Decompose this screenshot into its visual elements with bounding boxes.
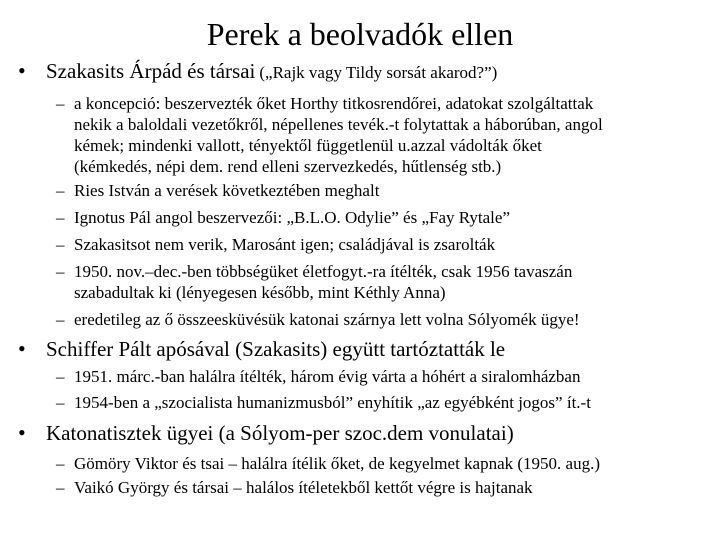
dash-marker: –	[56, 454, 65, 473]
dash-marker: –	[56, 262, 65, 281]
sub-bullet-text	[74, 309, 706, 330]
sub-bullet-line: eredetileg az ő összeesküvésük katonai szárnya lett volna Sólyomék ügye!	[74, 310, 580, 329]
bullet-heading-main: Schiffer Pált apósával (Szakasits) együtt tartóztatták le	[46, 337, 506, 361]
bullet-marker: •	[18, 58, 26, 83]
sub-bullet-line: Ries István a verések következtében meghalt	[74, 181, 380, 200]
bullet-heading-main: Katonatisztek ügyei (a Sólyom-per szoc.dem vonulatai)	[46, 421, 514, 445]
bullet-heading-note: („Rajk vagy Tildy sorsát akarod?”)	[259, 63, 498, 82]
dash-marker: –	[56, 94, 65, 113]
sub-bullet-line: nekik a baloldali vezetőkről, népellenes tevék.-t folytattak a háborúban, angol	[74, 115, 603, 134]
sub-bullet-item	[56, 93, 706, 177]
bullet-item	[18, 336, 708, 362]
sub-bullet-text	[74, 453, 706, 474]
sub-bullet-line: kémek; mindenki vallott, tényektől függetlenül u.azzal vádolták őket	[74, 136, 542, 155]
slide-title: Perek a beolvadók ellen	[206, 16, 514, 52]
bullet-heading	[46, 420, 514, 449]
bullet-heading	[46, 58, 497, 87]
sub-bullet-line: 1951. márc.-ban halálra ítélték, három évig várta a hóhért a siralomházban	[74, 367, 581, 386]
sub-bullet-item	[56, 309, 706, 330]
sub-bullet-item	[56, 392, 706, 413]
sub-bullet-line: 1950. nov.–dec.-ben többségüket életfogyt.-ra ítélték, csak 1956 tavaszán	[74, 262, 573, 281]
dash-marker: –	[56, 393, 65, 412]
sub-bullet-line: Gömöry Viktor és tsai – halálra ítélik őket, de kegyelmet kapnak (1950. aug.)	[74, 454, 600, 473]
sub-bullet-line: szabadultak ki (lényegesen később, mint Kéthly Anna)	[74, 283, 446, 302]
sub-bullet-text	[74, 366, 706, 387]
sub-bullet-text	[74, 261, 706, 303]
dash-marker: –	[56, 367, 65, 386]
sub-bullet-line: Vaikó György és társai – halálos ítéletekből kettőt végre is hajtanak	[74, 478, 533, 497]
sub-bullet-text	[74, 180, 706, 201]
sub-bullet-text	[74, 207, 706, 228]
bullet-item	[18, 58, 708, 84]
dash-marker: –	[56, 208, 65, 227]
sub-bullet-line: (kémkedés, népi dem. rend elleni szervezkedés, hűtlenség stb.)	[74, 157, 502, 176]
bullet-item	[18, 420, 708, 446]
sub-bullet-item	[56, 261, 706, 303]
sub-bullet-item	[56, 207, 706, 228]
sub-bullet-item	[56, 453, 706, 474]
sub-bullet-item	[56, 477, 706, 498]
sub-bullet-text	[74, 477, 706, 498]
dash-marker: –	[56, 310, 65, 329]
dash-marker: –	[56, 235, 65, 254]
bullet-heading-main: Szakasits Árpád és társai	[46, 59, 256, 83]
bullet-marker: •	[18, 336, 26, 361]
sub-bullet-text	[74, 234, 706, 255]
sub-bullet-line: Szakasitsot nem verik, Marosánt igen; családjával is zsarolták	[74, 235, 496, 254]
dash-marker: –	[56, 181, 65, 200]
sub-bullet-text	[74, 392, 706, 413]
dash-marker: –	[56, 478, 65, 497]
sub-bullet-item	[56, 366, 706, 387]
sub-bullet-line: a koncepció: beszervezték őket Horthy titkosrendőrei, adatokat szolgáltattak	[74, 94, 594, 113]
sub-bullet-line: Ignotus Pál angol beszervezői: „B.L.O. Odylie” és „Fay Rytale”	[74, 208, 510, 227]
sub-bullet-item	[56, 234, 706, 255]
sub-bullet-item	[56, 180, 706, 201]
sub-bullet-text	[74, 93, 706, 177]
sub-bullet-line: 1954-ben a „szocialista humanizmusból” enyhítik „az egyébként jogos” ít.-t	[74, 393, 591, 412]
bullet-marker: •	[18, 420, 26, 445]
bullet-heading	[46, 336, 505, 365]
